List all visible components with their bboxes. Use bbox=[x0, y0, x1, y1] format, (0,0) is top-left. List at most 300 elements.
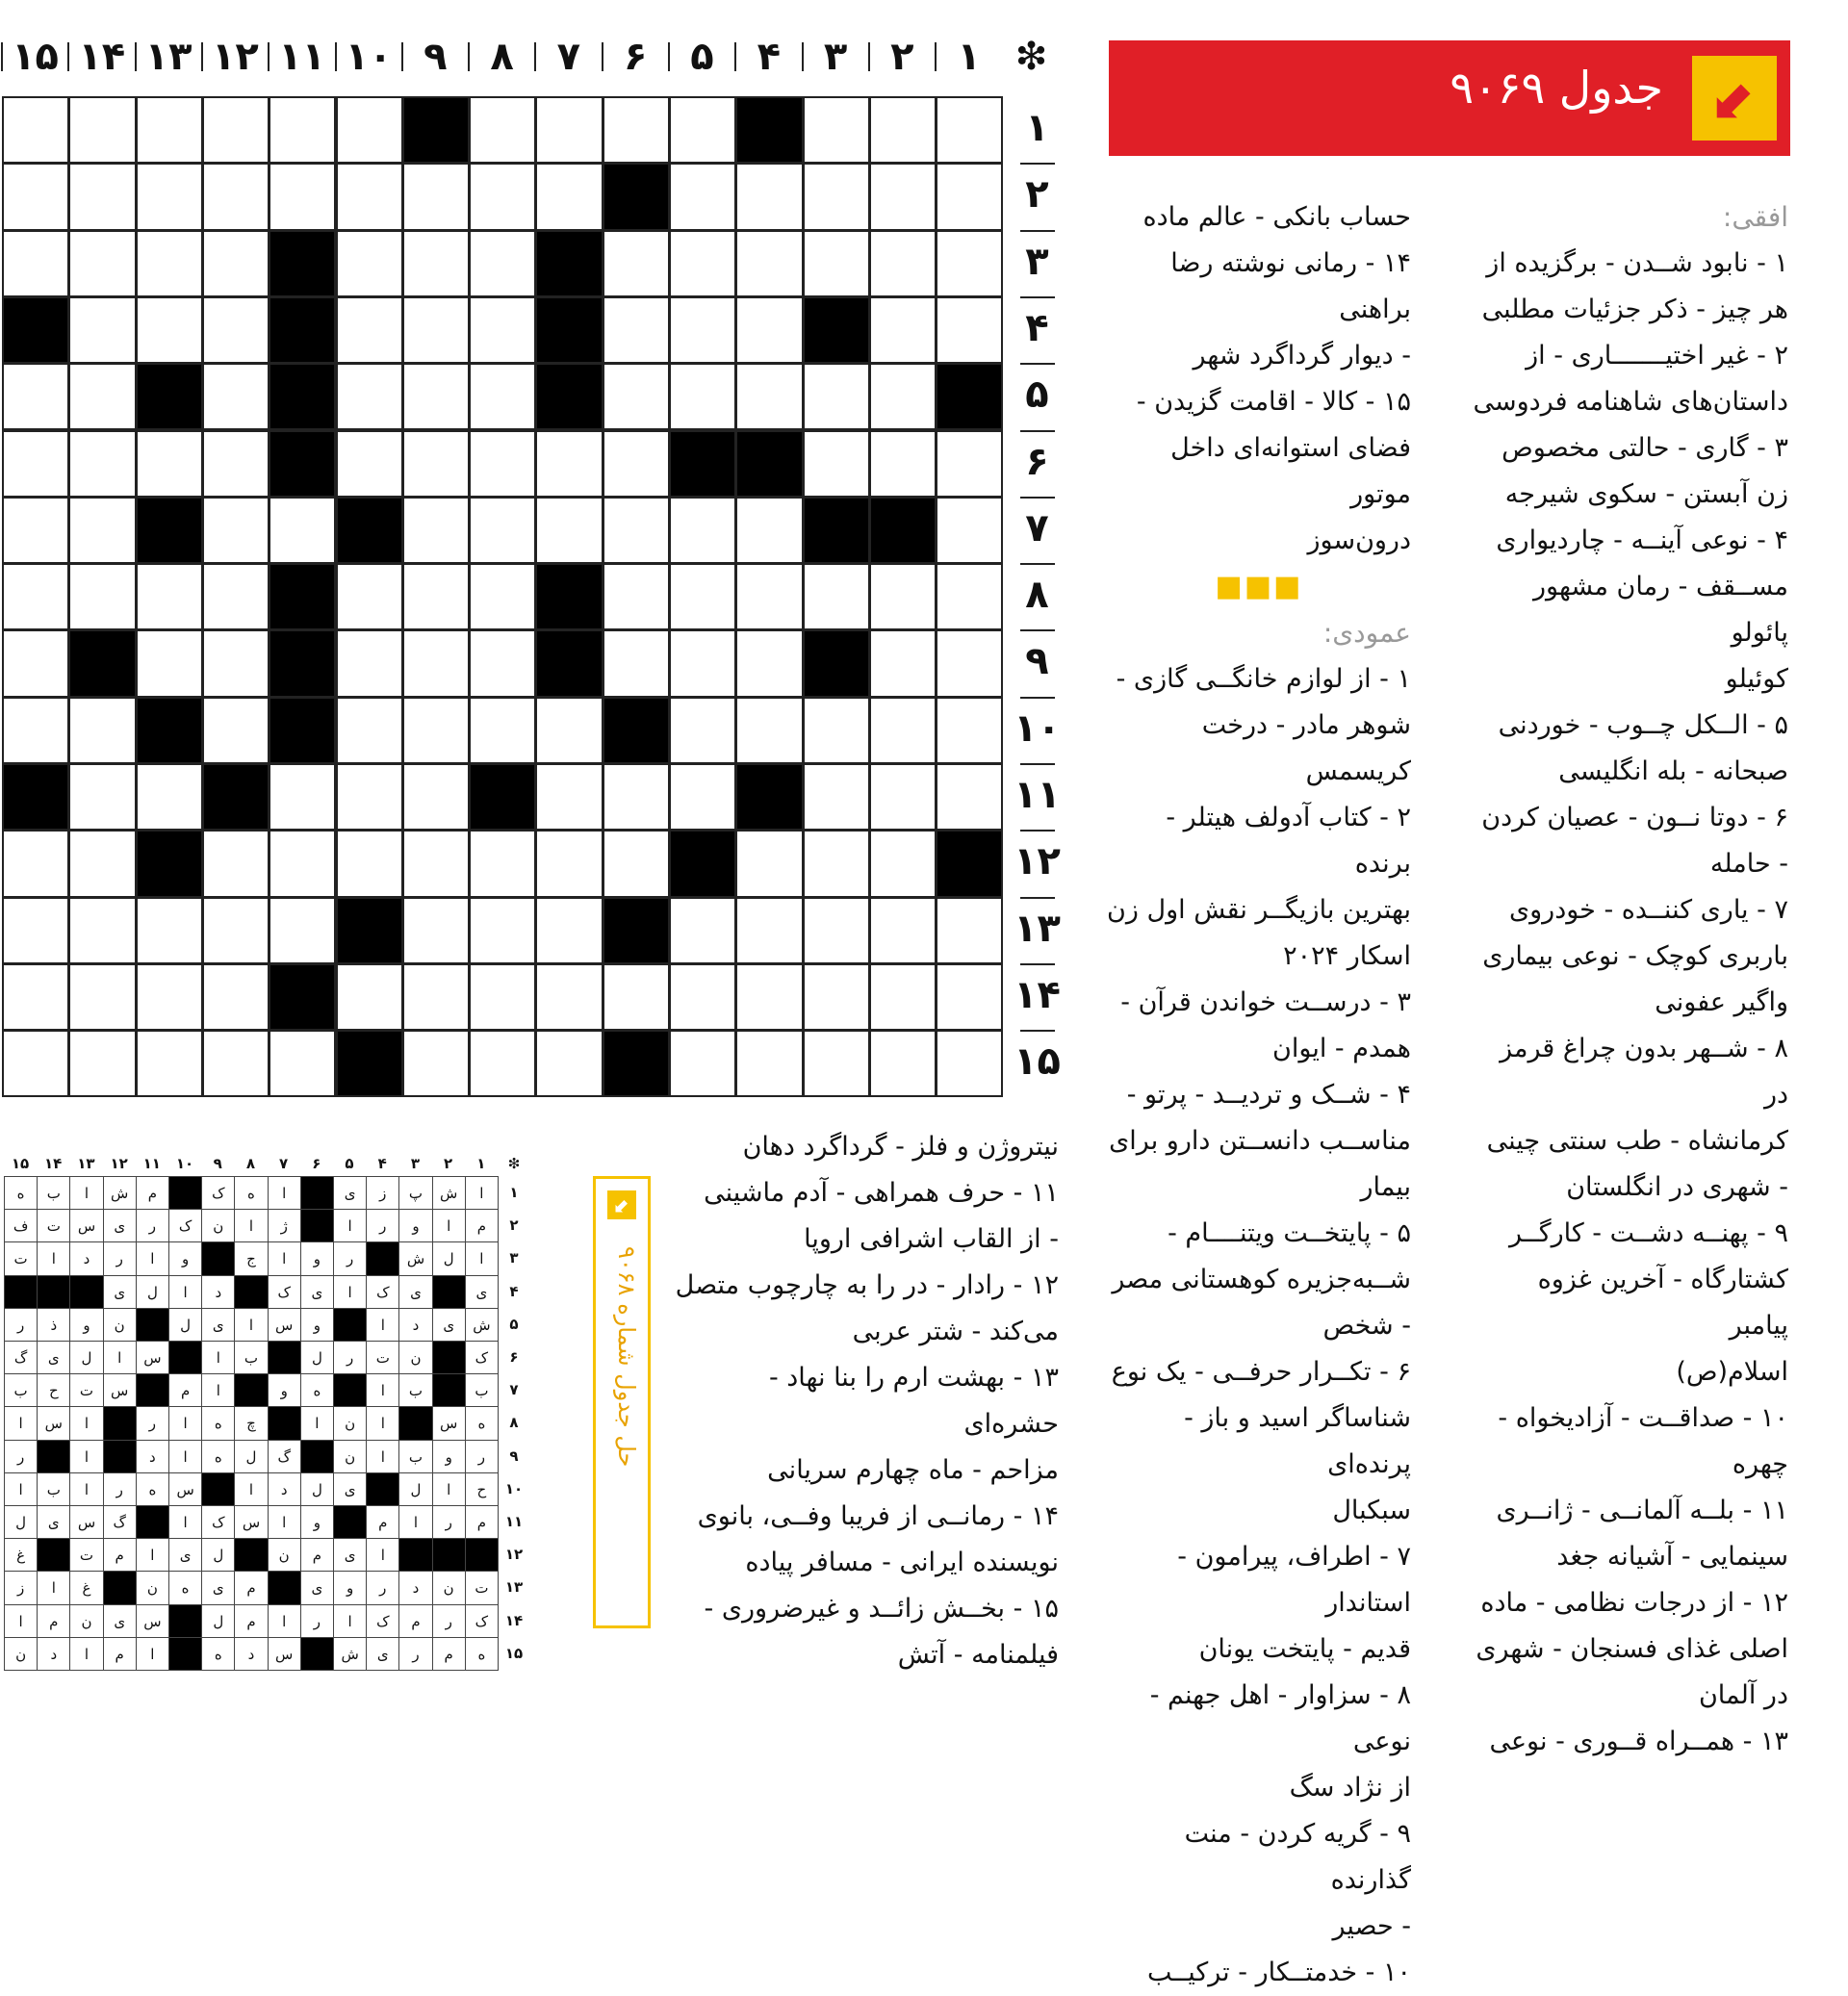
solution-black-cell bbox=[103, 1440, 137, 1473]
crossword-cell[interactable] bbox=[336, 963, 403, 1031]
crossword-cell[interactable] bbox=[603, 296, 670, 364]
crossword-cell[interactable] bbox=[202, 830, 270, 897]
crossword-cell[interactable] bbox=[735, 963, 803, 1031]
crossword-cell[interactable] bbox=[669, 163, 736, 230]
solution-cell: ا bbox=[432, 1209, 466, 1242]
crossword-cell[interactable] bbox=[136, 1030, 203, 1097]
crossword-cell[interactable] bbox=[603, 629, 670, 697]
solution-cell: ل bbox=[432, 1241, 466, 1275]
column-number: ۳ bbox=[823, 35, 848, 79]
solution-cell: ی bbox=[103, 1275, 137, 1309]
crossword-cell[interactable] bbox=[2, 1030, 69, 1097]
crossword-cell[interactable] bbox=[202, 629, 270, 697]
clue-line: صبحانه - بله انگلیسی bbox=[1558, 756, 1788, 786]
solution-black-cell bbox=[366, 1241, 399, 1275]
crossword-cell[interactable] bbox=[735, 1030, 803, 1097]
crossword-cell[interactable] bbox=[669, 563, 736, 630]
clue-line: ۱ - نابود شــدن - برگزیده از bbox=[1486, 248, 1788, 278]
solution-cell: ا bbox=[465, 1241, 499, 1275]
clue-line: ۴ - شــک و تردیــد - پرتو - bbox=[1126, 1080, 1411, 1110]
crossword-cell[interactable] bbox=[735, 697, 803, 764]
clue-line: فضای استوانه‌ای داخل موتور bbox=[1170, 433, 1411, 509]
crossword-cell[interactable] bbox=[535, 96, 603, 164]
crossword-cell[interactable] bbox=[535, 963, 603, 1031]
solution-black-cell bbox=[300, 1209, 334, 1242]
row-number: ۱۳ bbox=[1014, 906, 1061, 951]
crossword-cell[interactable] bbox=[402, 163, 470, 230]
solution-cell: س bbox=[69, 1209, 103, 1242]
crossword-cell[interactable] bbox=[202, 430, 270, 498]
crossword-cell[interactable] bbox=[869, 163, 937, 230]
solution-cell: ا bbox=[69, 1440, 103, 1473]
crossword-cell[interactable] bbox=[869, 363, 937, 430]
crossword-cell[interactable] bbox=[269, 163, 336, 230]
solution-cell: ا bbox=[268, 1505, 301, 1539]
crossword-cell[interactable] bbox=[402, 963, 470, 1031]
crossword-cell[interactable] bbox=[336, 96, 403, 164]
crossword-cell[interactable] bbox=[735, 629, 803, 697]
crossword-cell[interactable] bbox=[469, 230, 536, 297]
crossword-cell[interactable] bbox=[803, 563, 870, 630]
crossword-cell[interactable] bbox=[603, 363, 670, 430]
crossword-cell[interactable] bbox=[669, 897, 736, 964]
crossword-cell[interactable] bbox=[269, 830, 336, 897]
solution-cell: د bbox=[398, 1571, 432, 1604]
clue-line: شوهر مادر - درخت کریسمس bbox=[1201, 710, 1411, 786]
crossword-cell[interactable] bbox=[669, 697, 736, 764]
crossword-cell[interactable] bbox=[202, 1030, 270, 1097]
solution-cell: ا bbox=[69, 1406, 103, 1440]
black-cell bbox=[269, 697, 336, 764]
crossword-cell[interactable] bbox=[603, 497, 670, 564]
crossword-cell[interactable] bbox=[669, 230, 736, 297]
crossword-cell[interactable] bbox=[469, 96, 536, 164]
crossword-cell[interactable] bbox=[68, 897, 136, 964]
row-number: ۲ bbox=[1025, 172, 1049, 218]
crossword-cell[interactable] bbox=[803, 363, 870, 430]
solution-cell: ت bbox=[465, 1571, 499, 1604]
crossword-cell[interactable] bbox=[269, 497, 336, 564]
crossword-cell[interactable] bbox=[469, 363, 536, 430]
crossword-cell[interactable] bbox=[2, 697, 69, 764]
black-cell bbox=[669, 830, 736, 897]
crossword-cell[interactable] bbox=[936, 963, 1003, 1031]
crossword-cell[interactable] bbox=[803, 430, 870, 498]
clue-line: - شخص bbox=[1322, 1311, 1411, 1341]
down-title: عمودی: bbox=[1322, 617, 1411, 649]
crossword-cell[interactable] bbox=[735, 830, 803, 897]
clue-line: ۱۳ - بهشت ارم را بنا نهاد - حشره‌ای bbox=[768, 1363, 1059, 1439]
crossword-cell[interactable] bbox=[68, 497, 136, 564]
crossword-cell[interactable] bbox=[402, 230, 470, 297]
crossword-cell[interactable] bbox=[402, 497, 470, 564]
crossword-cell[interactable] bbox=[402, 897, 470, 964]
crossword-cell[interactable] bbox=[803, 897, 870, 964]
solution-row-number: ۵ bbox=[509, 1315, 519, 1333]
solution-black-cell bbox=[268, 1341, 301, 1374]
crossword-cell[interactable] bbox=[535, 830, 603, 897]
crossword-cell[interactable] bbox=[469, 963, 536, 1031]
solution-cell: ت bbox=[4, 1241, 38, 1275]
solution-cell: م bbox=[37, 1604, 70, 1638]
crossword-cell[interactable] bbox=[869, 763, 937, 831]
crossword-cell[interactable] bbox=[402, 629, 470, 697]
crossword-cell[interactable] bbox=[603, 96, 670, 164]
crossword-cell[interactable] bbox=[603, 963, 670, 1031]
crossword-cell[interactable] bbox=[669, 1030, 736, 1097]
solution-row-number: ۱۲ bbox=[504, 1546, 524, 1564]
solution-cell: ا bbox=[268, 1241, 301, 1275]
crossword-cell[interactable] bbox=[136, 430, 203, 498]
crossword-cell[interactable] bbox=[469, 897, 536, 964]
black-cell bbox=[535, 563, 603, 630]
crossword-cell[interactable] bbox=[336, 697, 403, 764]
crossword-cell[interactable] bbox=[535, 430, 603, 498]
crossword-cell[interactable] bbox=[402, 296, 470, 364]
solution-column-number: ۱۴ bbox=[44, 1155, 63, 1172]
crossword-cell[interactable] bbox=[68, 697, 136, 764]
crossword-cell[interactable] bbox=[402, 763, 470, 831]
clue-line: ۲ - غیر اختیـــــــاری - از bbox=[1526, 341, 1788, 371]
solution-cell: ا bbox=[136, 1637, 169, 1671]
crossword-cell[interactable] bbox=[936, 629, 1003, 697]
clue-line: ۷ - اطراف، پیرامون - استاندار bbox=[1177, 1542, 1411, 1618]
crossword-cell[interactable] bbox=[669, 363, 736, 430]
crossword-cell[interactable] bbox=[202, 163, 270, 230]
solution-cell: ل bbox=[300, 1472, 334, 1506]
solution-cell: ا bbox=[366, 1308, 399, 1342]
solution-cell: ی bbox=[103, 1209, 137, 1242]
column-number: ۱۳ bbox=[144, 35, 192, 79]
crossword-cell[interactable] bbox=[336, 629, 403, 697]
solution-cell: د bbox=[136, 1440, 169, 1473]
black-cell bbox=[735, 96, 803, 164]
black-cell bbox=[269, 430, 336, 498]
crossword-cell[interactable] bbox=[2, 497, 69, 564]
crossword-cell[interactable] bbox=[336, 763, 403, 831]
solution-row-number: ۱۳ bbox=[504, 1578, 524, 1597]
crossword-cell[interactable] bbox=[469, 830, 536, 897]
crossword-cell[interactable] bbox=[936, 1030, 1003, 1097]
crossword-cell[interactable] bbox=[202, 363, 270, 430]
solution-cell: ی bbox=[366, 1637, 399, 1671]
crossword-cell[interactable] bbox=[669, 629, 736, 697]
solution-cell: ر bbox=[432, 1505, 466, 1539]
crossword-cell[interactable] bbox=[936, 497, 1003, 564]
crossword-cell[interactable] bbox=[735, 230, 803, 297]
crossword-cell[interactable] bbox=[68, 96, 136, 164]
crossword-cell[interactable] bbox=[269, 897, 336, 964]
crossword-cell[interactable] bbox=[869, 96, 937, 164]
crossword-cell[interactable] bbox=[2, 563, 69, 630]
crossword-cell[interactable] bbox=[402, 697, 470, 764]
crossword-cell[interactable] bbox=[2, 163, 69, 230]
crossword-cell[interactable] bbox=[803, 96, 870, 164]
crossword-cell[interactable] bbox=[936, 296, 1003, 364]
crossword-cell[interactable] bbox=[735, 296, 803, 364]
crossword-cell[interactable] bbox=[68, 763, 136, 831]
solution-black-cell bbox=[103, 1571, 137, 1604]
solution-title: حل جدول شماره ۹۰۶۸ bbox=[613, 1246, 640, 1468]
column-number: ۱۱ bbox=[278, 35, 326, 79]
crossword-cell[interactable] bbox=[803, 230, 870, 297]
crossword-cell[interactable] bbox=[269, 96, 336, 164]
crossword-cell[interactable] bbox=[535, 163, 603, 230]
crossword-cell[interactable] bbox=[2, 963, 69, 1031]
crossword-cell[interactable] bbox=[669, 96, 736, 164]
solution-cell: س bbox=[234, 1505, 268, 1539]
crossword-cell[interactable] bbox=[803, 1030, 870, 1097]
solution-cell: ن bbox=[333, 1440, 367, 1473]
crossword-cell[interactable] bbox=[603, 763, 670, 831]
crossword-cell[interactable] bbox=[68, 563, 136, 630]
crossword-cell[interactable] bbox=[535, 1030, 603, 1097]
crossword-cell[interactable] bbox=[869, 430, 937, 498]
crossword-cell[interactable] bbox=[469, 296, 536, 364]
crossword-cell[interactable] bbox=[202, 563, 270, 630]
crossword-cell[interactable] bbox=[469, 697, 536, 764]
solution-cell: و bbox=[333, 1571, 367, 1604]
crossword-cell[interactable] bbox=[603, 230, 670, 297]
solution-cell: ب bbox=[37, 1176, 70, 1210]
crossword-cell[interactable] bbox=[136, 296, 203, 364]
black-cell bbox=[535, 363, 603, 430]
solution-black-cell bbox=[333, 1308, 367, 1342]
crossword-cell[interactable] bbox=[68, 830, 136, 897]
crossword-cell[interactable] bbox=[803, 163, 870, 230]
solution-black-cell bbox=[398, 1406, 432, 1440]
row-separator bbox=[1020, 230, 1055, 232]
crossword-cell[interactable] bbox=[869, 963, 937, 1031]
clue-line: ۱۳ - همــراه قــوری - نوعی bbox=[1489, 1727, 1788, 1756]
clue-line: اسلام(ص) bbox=[1676, 1357, 1788, 1387]
crossword-cell[interactable] bbox=[402, 563, 470, 630]
solution-cell: س bbox=[136, 1341, 169, 1374]
crossword-cell[interactable] bbox=[336, 430, 403, 498]
clue-line: ۹ - گریه کردن - منت گذارنده bbox=[1184, 1819, 1411, 1895]
crossword-cell[interactable] bbox=[869, 296, 937, 364]
crossword-cell[interactable] bbox=[603, 563, 670, 630]
crossword-cell[interactable] bbox=[269, 763, 336, 831]
crossword-cell[interactable] bbox=[336, 163, 403, 230]
crossword-cell[interactable] bbox=[202, 963, 270, 1031]
solution-cell: گ bbox=[4, 1341, 38, 1374]
solution-cell: ی bbox=[465, 1275, 499, 1309]
crossword-cell[interactable] bbox=[202, 697, 270, 764]
solution-cell: ک bbox=[168, 1209, 202, 1242]
crossword-cell[interactable] bbox=[2, 430, 69, 498]
clue-line: شــبه‌جزیره کوهستانی مصر bbox=[1112, 1265, 1411, 1294]
crossword-cell[interactable] bbox=[68, 363, 136, 430]
crossword-cell[interactable] bbox=[936, 430, 1003, 498]
solution-cell: م bbox=[103, 1637, 137, 1671]
crossword-cell[interactable] bbox=[336, 830, 403, 897]
clue-line: ۵ - الــکل چــوب - خوردنی bbox=[1498, 710, 1788, 740]
crossword-cell[interactable] bbox=[535, 763, 603, 831]
crossword-cell[interactable] bbox=[936, 763, 1003, 831]
crossword-cell[interactable] bbox=[803, 830, 870, 897]
crossword-cell[interactable] bbox=[669, 963, 736, 1031]
crossword-cell[interactable] bbox=[2, 363, 69, 430]
crossword-cell[interactable] bbox=[269, 1030, 336, 1097]
solution-row-number: ۶ bbox=[509, 1348, 519, 1366]
solution-cell: غ bbox=[4, 1538, 38, 1572]
solution-cell: ا bbox=[398, 1505, 432, 1539]
solution-cell: ر bbox=[366, 1209, 399, 1242]
black-cell bbox=[603, 163, 670, 230]
solution-cell: ا bbox=[201, 1373, 235, 1407]
crossword-cell[interactable] bbox=[936, 163, 1003, 230]
crossword-cell[interactable] bbox=[2, 230, 69, 297]
solution-row-number: ۱۴ bbox=[504, 1611, 524, 1629]
crossword-cell[interactable] bbox=[202, 96, 270, 164]
crossword-cell[interactable] bbox=[535, 497, 603, 564]
crossword-cell[interactable] bbox=[2, 830, 69, 897]
solution-cell: س bbox=[103, 1373, 137, 1407]
crossword-cell[interactable] bbox=[202, 230, 270, 297]
solution-column-number: ۲ bbox=[444, 1155, 453, 1172]
crossword-cell[interactable] bbox=[669, 296, 736, 364]
crossword-cell[interactable] bbox=[402, 1030, 470, 1097]
solution-cell: و bbox=[300, 1308, 334, 1342]
crossword-cell[interactable] bbox=[669, 763, 736, 831]
crossword-cell[interactable] bbox=[735, 897, 803, 964]
crossword-cell[interactable] bbox=[336, 230, 403, 297]
crossword-cell[interactable] bbox=[735, 363, 803, 430]
solution-cell: ک bbox=[201, 1505, 235, 1539]
crossword-cell[interactable] bbox=[535, 897, 603, 964]
clues-column-2 bbox=[1107, 194, 1411, 1996]
crossword-cell[interactable] bbox=[869, 897, 937, 964]
crossword-cell[interactable] bbox=[402, 363, 470, 430]
crossword-cell[interactable] bbox=[869, 697, 937, 764]
crossword-cell[interactable] bbox=[136, 963, 203, 1031]
crossword-cell[interactable] bbox=[469, 497, 536, 564]
crossword-cell[interactable] bbox=[136, 163, 203, 230]
solution-cell: ح bbox=[465, 1472, 499, 1506]
crossword-cell[interactable] bbox=[735, 497, 803, 564]
arrow-down-left-icon: ⬋ bbox=[1692, 56, 1777, 141]
solution-cell: ر bbox=[333, 1341, 367, 1374]
solution-cell: و bbox=[268, 1373, 301, 1407]
crossword-cell[interactable] bbox=[669, 497, 736, 564]
crossword-cell[interactable] bbox=[68, 296, 136, 364]
crossword-cell[interactable] bbox=[136, 763, 203, 831]
solution-column-number: ۱۲ bbox=[110, 1155, 128, 1172]
crossword-cell[interactable] bbox=[803, 763, 870, 831]
solution-black-cell bbox=[398, 1538, 432, 1572]
crossword-cell[interactable] bbox=[136, 897, 203, 964]
solution-cell: ش bbox=[333, 1637, 367, 1671]
crossword-cell[interactable] bbox=[869, 563, 937, 630]
crossword-cell[interactable] bbox=[603, 830, 670, 897]
crossword-cell[interactable] bbox=[136, 230, 203, 297]
crossword-cell[interactable] bbox=[2, 897, 69, 964]
clue-line: ۱۰ - صداقــت - آزادیخواه - bbox=[1498, 1403, 1788, 1433]
crossword-cell[interactable] bbox=[469, 629, 536, 697]
crossword-cell[interactable] bbox=[136, 629, 203, 697]
crossword-cell[interactable] bbox=[603, 430, 670, 498]
clue-line: ۱۴ - رمانی نوشته رضا براهنی bbox=[1170, 248, 1411, 324]
crossword-cell[interactable] bbox=[735, 563, 803, 630]
solution-cell: ی bbox=[432, 1308, 466, 1342]
crossword-cell[interactable] bbox=[535, 697, 603, 764]
crossword-cell[interactable] bbox=[136, 96, 203, 164]
clue-line: هر چیز - ذکر جزئیات مطلبی bbox=[1481, 294, 1788, 324]
crossword-cell[interactable] bbox=[469, 430, 536, 498]
crossword-cell[interactable] bbox=[68, 963, 136, 1031]
crossword-cell[interactable] bbox=[136, 563, 203, 630]
clue-line: مزاحم - ماه چهارم سریانی bbox=[767, 1455, 1059, 1485]
crossword-cell[interactable] bbox=[936, 96, 1003, 164]
column-number: ۹ bbox=[424, 35, 448, 79]
solution-column-number: ۱ bbox=[476, 1155, 486, 1172]
crossword-cell[interactable] bbox=[936, 897, 1003, 964]
crossword-cell[interactable] bbox=[936, 563, 1003, 630]
crossword-cell[interactable] bbox=[869, 230, 937, 297]
puzzle-title-bar bbox=[1109, 40, 1790, 156]
column-number: ۲ bbox=[890, 35, 914, 79]
crossword-cell[interactable] bbox=[936, 230, 1003, 297]
solution-cell: ا bbox=[168, 1275, 202, 1309]
clue-line: ۴ - نوعی آینــه - چاردیواری bbox=[1496, 525, 1788, 555]
crossword-cell[interactable] bbox=[469, 563, 536, 630]
solution-cell: ب bbox=[398, 1440, 432, 1473]
crossword-cell[interactable] bbox=[936, 697, 1003, 764]
crossword-cell[interactable] bbox=[2, 96, 69, 164]
crossword-cell[interactable] bbox=[336, 296, 403, 364]
solution-cell: د bbox=[69, 1241, 103, 1275]
solution-cell: ا bbox=[333, 1275, 367, 1309]
crossword-cell[interactable] bbox=[869, 1030, 937, 1097]
across-clues-column bbox=[1471, 194, 1788, 1765]
crossword-cell[interactable] bbox=[803, 963, 870, 1031]
crossword-cell[interactable] bbox=[68, 430, 136, 498]
solution-black-cell bbox=[168, 1341, 202, 1374]
solution-cell: ا bbox=[37, 1241, 70, 1275]
solution-row-number: ۱ bbox=[509, 1184, 519, 1201]
crossword-cell[interactable] bbox=[469, 1030, 536, 1097]
crossword-cell[interactable] bbox=[735, 163, 803, 230]
crossword-cell[interactable] bbox=[68, 1030, 136, 1097]
row-number: ۳ bbox=[1025, 239, 1049, 284]
crossword-cell[interactable] bbox=[402, 830, 470, 897]
crossword-cell[interactable] bbox=[469, 163, 536, 230]
crossword-cell[interactable] bbox=[402, 430, 470, 498]
crossword-cell[interactable] bbox=[202, 497, 270, 564]
crossword-cell[interactable] bbox=[869, 629, 937, 697]
black-cell bbox=[469, 763, 536, 831]
clue-line: ۶ - دوتا نــون - عصیان کردن bbox=[1481, 803, 1788, 832]
solution-cell: د bbox=[234, 1637, 268, 1671]
solution-cell: ذ bbox=[37, 1308, 70, 1342]
solution-cell: ی bbox=[201, 1308, 235, 1342]
crossword-cell[interactable] bbox=[68, 163, 136, 230]
solution-cell: ی bbox=[300, 1275, 334, 1309]
crossword-cell[interactable] bbox=[2, 629, 69, 697]
crossword-cell[interactable] bbox=[68, 230, 136, 297]
solution-cell: ک bbox=[366, 1604, 399, 1638]
solution-cell: ا bbox=[234, 1472, 268, 1506]
solution-column-number: ۱۱ bbox=[142, 1155, 161, 1172]
crossword-cell[interactable] bbox=[803, 697, 870, 764]
crossword-cell[interactable] bbox=[336, 563, 403, 630]
solution-cell: ه bbox=[300, 1373, 334, 1407]
crossword-cell[interactable] bbox=[202, 897, 270, 964]
crossword-cell[interactable] bbox=[336, 363, 403, 430]
crossword-cell[interactable] bbox=[202, 296, 270, 364]
crossword-cell[interactable] bbox=[869, 830, 937, 897]
